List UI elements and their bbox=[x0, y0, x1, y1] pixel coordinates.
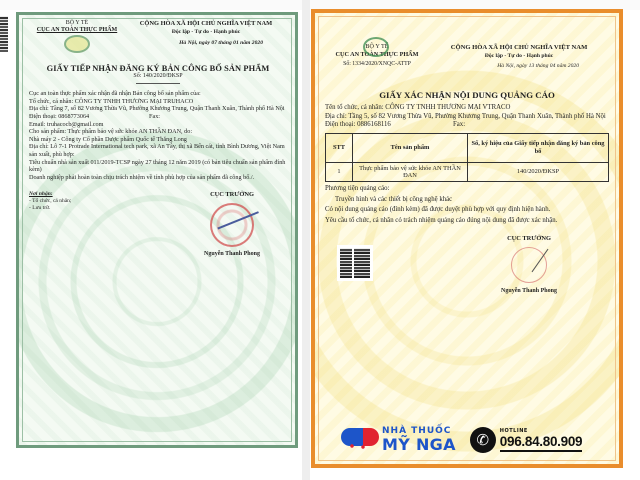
title-rule bbox=[136, 83, 180, 84]
table-row bbox=[326, 162, 609, 182]
cell-stt: 1 bbox=[326, 162, 353, 182]
media-value: Truyền hình và các thiết bị công nghệ khác bbox=[335, 195, 453, 203]
notes bbox=[325, 185, 609, 225]
recipient-item: - Tổ chức, cá nhân; bbox=[29, 197, 72, 204]
issuer-block bbox=[325, 43, 429, 71]
signature-icon bbox=[532, 249, 549, 273]
signer-title: CỤC TRƯỞNG bbox=[210, 191, 254, 199]
registration-certificate bbox=[16, 12, 298, 448]
signer-name: Nguyễn Thanh Phong bbox=[501, 288, 557, 295]
signature-block bbox=[469, 235, 589, 296]
document-body bbox=[325, 104, 609, 129]
official-stamp-icon bbox=[511, 247, 547, 283]
cell-product: Thực phẩm bảo vệ sức khỏe AN THẦN ĐAN bbox=[353, 162, 468, 182]
document-title: GIẤY XÁC NHẬN NỘI DUNG QUẢNG CÁO bbox=[379, 90, 555, 100]
body-line: Nhà máy 2 - Công ty Cổ phần Dược phẩm Quốc tế Thăng Long bbox=[29, 135, 187, 143]
col-header-registration: Số, ký hiệu của Giấy tiếp nhận đăng ký bản công bố bbox=[468, 133, 609, 162]
advertising-confirmation bbox=[311, 9, 623, 468]
national-header bbox=[429, 43, 609, 71]
ministry-name: BỘ Y TẾ bbox=[365, 43, 389, 50]
body-line: Địa chỉ: Lô 7-1 Protrade International tech park, xã An Tây, thị xã Bến cát, tỉnh Bình Dương, Việt Nam sản xuất, phù hợp: bbox=[29, 143, 285, 158]
emblem-icon bbox=[64, 35, 90, 53]
fax-label: Fax: bbox=[453, 121, 466, 129]
issue-date: Hà Nội, ngày 13 tháng 04 năm 2020 bbox=[497, 63, 579, 69]
org-line: Tên tổ chức, cá nhân: CÔNG TY TNHH THƯƠNG MẠI VTRACO bbox=[325, 104, 511, 112]
signature-row bbox=[29, 191, 287, 258]
issuer-block bbox=[29, 20, 125, 53]
media-label: Phương tiện quảng cáo: bbox=[325, 185, 390, 193]
qr-code-fragment-icon bbox=[0, 16, 8, 52]
signer-name: Nguyễn Thanh Phong bbox=[204, 250, 260, 257]
note-line: Yêu cầu tổ chức, cá nhân có trách nhiệm quảng cáo đúng nội dung đã được xác nhận. bbox=[325, 216, 558, 224]
signature-row bbox=[325, 235, 609, 296]
ministry-name: BỘ Y TẾ bbox=[65, 20, 89, 26]
phone-text: Điện thoại: 0868773064 bbox=[29, 112, 90, 120]
phone-text: Điện thoại: 0886168116 bbox=[325, 121, 391, 129]
address-line: Địa chỉ: Tầng 5, số 82 Vương Thừa Vũ, Phường Khương Trung, Quận Thanh Xuân, Thành phố Hà Nội bbox=[325, 112, 606, 120]
body-line: Cho sản phẩm: Thực phẩm bảo vệ sức khỏe AN THẦN ĐAN, do: bbox=[29, 128, 193, 136]
product-table bbox=[325, 133, 609, 183]
col-header-stt: STT bbox=[326, 133, 353, 162]
brand-subtitle: NHÀ THUỐC bbox=[382, 426, 452, 436]
phone-icon: ✆ bbox=[470, 427, 496, 453]
document-number: Số: 1334/2020/XNQC-ATTP bbox=[343, 61, 411, 67]
body-line: Tiêu chuẩn nhà sản xuất 011/2019-TCSP ngày 27 tháng 12 năm 2019 (có bản tiêu chuẩn sản phẩm đính kèm) bbox=[29, 158, 286, 174]
recipients-label: Nơi nhận: bbox=[29, 191, 53, 198]
body-line: Cục an toàn thực phẩm xác nhận đã nhận Bản công bố sản phẩm của: bbox=[29, 90, 201, 98]
hotline[interactable] bbox=[470, 427, 582, 453]
document-title: GIẤY TIẾP NHẬN ĐĂNG KÝ BẢN CÔNG BỐ SẢN PHẨM bbox=[46, 64, 270, 73]
nation-name: CỘNG HÒA XÃ HỘI CHỦ NGHĨA VIỆT NAM bbox=[450, 44, 588, 51]
phone-line bbox=[29, 113, 287, 121]
letterhead bbox=[29, 20, 287, 53]
issue-date: Hà Nội, ngày 07 tháng 01 năm 2020 bbox=[179, 40, 263, 46]
col-header-product: Tên sản phẩm bbox=[353, 133, 468, 162]
body-line: Doanh nghiệp phải hoàn toàn chịu trách nhiệm về tính phù hợp của sản phẩm đã công bố./. bbox=[29, 173, 255, 181]
agency-name: CỤC AN TOÀN THỰC PHẨM bbox=[36, 27, 118, 33]
pill-logo-icon bbox=[341, 428, 379, 452]
motto: Độc lập - Tự do - Hạnh phúc bbox=[171, 29, 241, 35]
recipient-item: - Lưu trữ. bbox=[29, 204, 51, 211]
fax-label: Fax: bbox=[149, 112, 161, 120]
table-header-row bbox=[326, 133, 609, 162]
hotline-label: HOTLINE bbox=[499, 428, 528, 434]
letterhead bbox=[325, 43, 609, 71]
official-stamp-icon bbox=[210, 203, 254, 247]
divider bbox=[302, 0, 310, 480]
national-header bbox=[125, 20, 287, 53]
phone-line bbox=[325, 121, 609, 129]
body-line: Địa chỉ: Tầng 7, số 82 Vương Thừa Vũ, Phường Khương Trung, Quận Thanh Xuân, Thành phố Hà Nội bbox=[29, 105, 285, 113]
recipients bbox=[29, 191, 71, 258]
cell-registration: 140/2020/ĐKSP bbox=[468, 162, 609, 182]
signature-block bbox=[177, 191, 287, 258]
hotline-number[interactable]: 096.84.80.909 bbox=[500, 434, 582, 452]
hotline-text bbox=[500, 428, 582, 452]
body-line: Tổ chức, cá nhân: CÔNG TY TNHH THƯƠNG MẠI TRUHACO bbox=[29, 97, 194, 105]
signature-icon bbox=[217, 211, 262, 239]
qr-code-icon bbox=[337, 245, 373, 281]
pharmacy-branding bbox=[341, 420, 611, 460]
motto: Độc lập - Tự do - Hạnh phúc bbox=[484, 53, 554, 59]
body-line: Email: truhacocb@gmail.com bbox=[29, 120, 104, 128]
document-body bbox=[29, 90, 287, 181]
agency-name: CỤC AN TOÀN THỰC PHẨM bbox=[335, 51, 419, 58]
nation-name: CỘNG HÒA XÃ HỘI CHỦ NGHĨA VIỆT NAM bbox=[139, 20, 273, 27]
note-line: Có nội dung quảng cáo (đính kèm) đã được duyệt phù hợp với quy định hiện hành. bbox=[325, 206, 551, 214]
brand-name bbox=[382, 427, 456, 453]
emblem-icon bbox=[363, 37, 389, 57]
signer-title: CỤC TRƯỞNG bbox=[507, 235, 551, 243]
document-number: Số: 140/2020/ĐKSP bbox=[133, 72, 183, 79]
brand-title: MỸ NGA bbox=[382, 435, 456, 454]
